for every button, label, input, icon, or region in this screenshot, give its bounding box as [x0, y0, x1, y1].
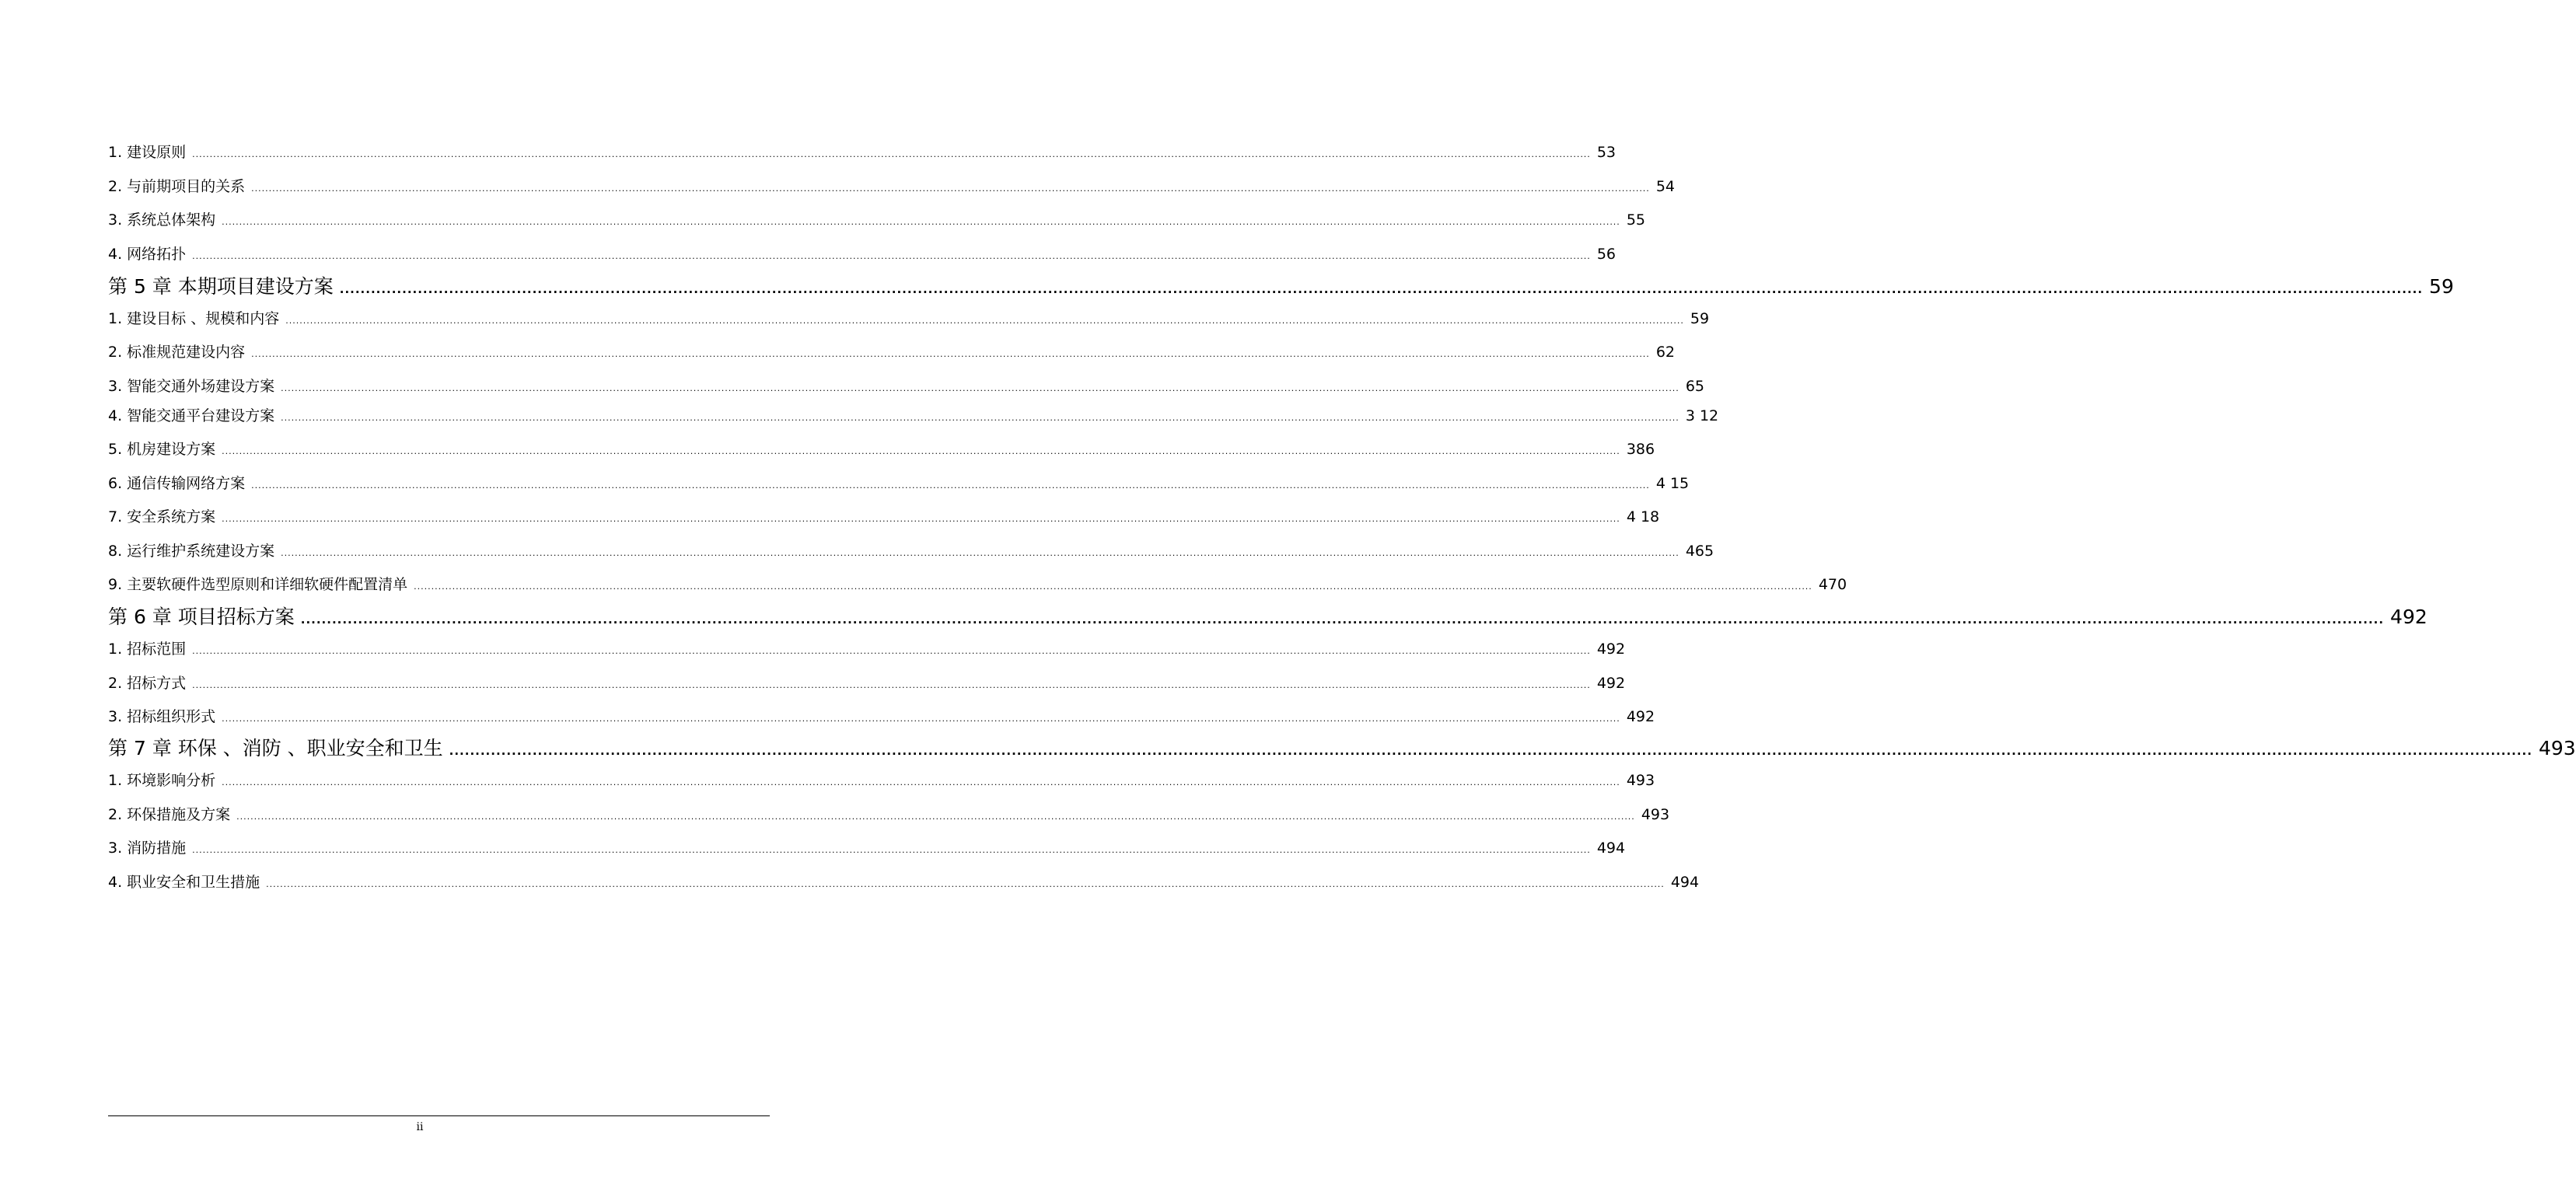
toc-entry-title: 1. 环境影响分析	[108, 772, 216, 789]
toc-entry-title: 4. 智能交通平台建设方案	[108, 407, 275, 424]
toc-entry-title: 7. 安全系统方案	[108, 508, 216, 525]
toc-dot-leader: ................................................................................................................................................................................................................................................................................................................................................................................................................	[285, 316, 1684, 326]
toc-entry[interactable]	[108, 573, 1847, 596]
toc-dot-leader: ................................................................................................................................................................................................................................................................................................................................................................................................................	[339, 282, 2424, 296]
toc-entry[interactable]	[108, 243, 1616, 266]
toc-entry-title: 6. 通信传输网络方案	[108, 475, 246, 492]
toc-entry-page: 493	[1641, 806, 1670, 823]
toc-dot-leader: ................................................................................................................................................................................................................................................................................................................................................................................................................	[192, 680, 1591, 690]
toc-dot-leader: ................................................................................................................................................................................................................................................................................................................................................................................................................	[222, 514, 1620, 524]
toc-dot-leader: ................................................................................................................................................................................................................................................................................................................................................................................................................	[300, 613, 2385, 627]
toc-entry-page: 53	[1596, 144, 1616, 161]
toc-entry-page: 493	[1626, 772, 1655, 789]
toc-dot-leader: ................................................................................................................................................................................................................................................................................................................................................................................................................	[449, 744, 2532, 758]
toc-entry-title: 3. 消防措施	[108, 840, 187, 857]
toc-dot-leader: ................................................................................................................................................................................................................................................................................................................................................................................................................	[192, 845, 1591, 855]
toc-entry-title: 1. 建设原则	[108, 144, 187, 161]
toc-entry[interactable]	[108, 769, 1655, 792]
toc-entry-title: 1. 建设目标 、规模和内容	[108, 310, 280, 327]
toc-entry-title: 1. 招标范围	[108, 641, 187, 658]
toc-entry[interactable]	[108, 539, 1714, 563]
toc-entry-page: 59	[1690, 310, 1710, 327]
toc-dot-leader: ................................................................................................................................................................................................................................................................................................................................................................................................................	[222, 217, 1620, 227]
toc-entry-title: 2. 招标方式	[108, 675, 187, 692]
toc-entry-page: 386	[1626, 441, 1655, 458]
toc-entry-title: 3. 系统总体架构	[108, 211, 216, 229]
toc-entry[interactable]	[108, 404, 1719, 428]
toc-chapter-title: 第 6 章 项目招标方案	[108, 606, 295, 628]
toc-dot-leader: ................................................................................................................................................................................................................................................................................................................................................................................................................	[251, 480, 1650, 491]
toc-dot-leader: ................................................................................................................................................................................................................................................................................................................................................................................................................	[222, 446, 1620, 456]
toc-entry-page: 55	[1626, 211, 1645, 229]
toc-entry[interactable]	[108, 472, 1690, 495]
toc-entry-page: 4 18	[1626, 508, 1660, 525]
toc-entry-page: 62	[1655, 344, 1675, 361]
toc-entry[interactable]	[108, 175, 1675, 198]
toc-entry-page: 4 15	[1655, 475, 1690, 492]
toc-chapter-entry[interactable]	[108, 273, 2454, 301]
toc-chapter-title: 第 7 章 环保 、消防 、职业安全和卫生	[108, 737, 443, 759]
toc-entry[interactable]	[108, 836, 1626, 860]
toc-entry-page: 492	[1596, 675, 1626, 692]
toc-entry-title: 3. 招标组织形式	[108, 708, 216, 725]
toc-entry-title: 4. 网络拓扑	[108, 246, 187, 263]
footer-divider	[108, 1115, 770, 1116]
toc-entry-page: 494	[1670, 874, 1700, 891]
toc-entry-title: 9. 主要软硬件选型原则和详细软硬件配置清单	[108, 576, 408, 593]
toc-dot-leader: ................................................................................................................................................................................................................................................................................................................................................................................................................	[251, 349, 1650, 359]
toc-entry[interactable]	[108, 208, 1645, 232]
toc-entry-title: 2. 环保措施及方案	[108, 806, 231, 823]
toc-entry[interactable]	[108, 141, 1616, 164]
toc-entry[interactable]	[108, 871, 1700, 894]
toc-entry-title: 8. 运行维护系统建设方案	[108, 543, 275, 560]
toc-dot-leader: ................................................................................................................................................................................................................................................................................................................................................................................................................	[192, 251, 1591, 261]
toc-dot-leader: ................................................................................................................................................................................................................................................................................................................................................................................................................	[222, 777, 1620, 787]
toc-chapter-page: 59	[2429, 275, 2454, 298]
toc-entry[interactable]	[108, 307, 1710, 330]
toc-entry-page: 492	[1626, 708, 1655, 725]
toc-entry-page: 3 12	[1685, 407, 1719, 424]
toc-entry[interactable]	[108, 505, 1660, 529]
toc-entry[interactable]	[108, 705, 1655, 728]
toc-entry[interactable]	[108, 375, 1704, 398]
toc-entry-page: 54	[1655, 178, 1675, 195]
toc-dot-leader: ................................................................................................................................................................................................................................................................................................................................................................................................................	[414, 581, 1812, 592]
footer-page-number: ii	[416, 1121, 424, 1133]
toc-entry[interactable]	[108, 637, 1626, 661]
toc-entry-title: 2. 标准规范建设内容	[108, 344, 246, 361]
toc-entry-title: 3. 智能交通外场建设方案	[108, 378, 275, 395]
toc-chapter-title: 第 5 章 本期项目建设方案	[108, 275, 334, 298]
toc-entry-page: 56	[1596, 246, 1616, 263]
toc-entry-page: 470	[1818, 576, 1847, 593]
toc-dot-leader: ................................................................................................................................................................................................................................................................................................................................................................................................................	[251, 183, 1650, 194]
toc-entry[interactable]	[108, 438, 1655, 461]
toc-entry-page: 494	[1596, 840, 1626, 857]
toc-dot-leader: ................................................................................................................................................................................................................................................................................................................................................................................................................	[192, 149, 1591, 159]
toc-entry-title: 4. 职业安全和卫生措施	[108, 874, 260, 891]
toc-chapter-entry[interactable]	[108, 603, 2427, 631]
toc-dot-leader: ................................................................................................................................................................................................................................................................................................................................................................................................................	[236, 812, 1635, 822]
toc-entry-page: 65	[1685, 378, 1704, 395]
toc-entry[interactable]	[108, 803, 1670, 826]
toc-entry[interactable]	[108, 672, 1626, 695]
toc-chapter-entry[interactable]	[108, 735, 2576, 763]
toc-entry-page: 465	[1685, 543, 1714, 560]
toc-chapter-page: 493	[2538, 737, 2576, 759]
toc-dot-leader: ................................................................................................................................................................................................................................................................................................................................................................................................................	[281, 548, 1679, 558]
toc-entry-title: 2. 与前期项目的关系	[108, 178, 246, 195]
toc-dot-leader: ................................................................................................................................................................................................................................................................................................................................................................................................................	[266, 879, 1665, 889]
toc-dot-leader: ................................................................................................................................................................................................................................................................................................................................................................................................................	[222, 714, 1620, 724]
toc-dot-leader: ................................................................................................................................................................................................................................................................................................................................................................................................................	[281, 413, 1679, 423]
toc-dot-leader: ................................................................................................................................................................................................................................................................................................................................................................................................................	[281, 383, 1679, 393]
toc-entry[interactable]	[108, 340, 1675, 364]
toc-entry-title: 5. 机房建设方案	[108, 441, 216, 458]
toc-entry-page: 492	[1596, 641, 1626, 658]
toc-dot-leader: ................................................................................................................................................................................................................................................................................................................................................................................................................	[192, 646, 1591, 656]
toc-chapter-page: 492	[2390, 606, 2427, 628]
